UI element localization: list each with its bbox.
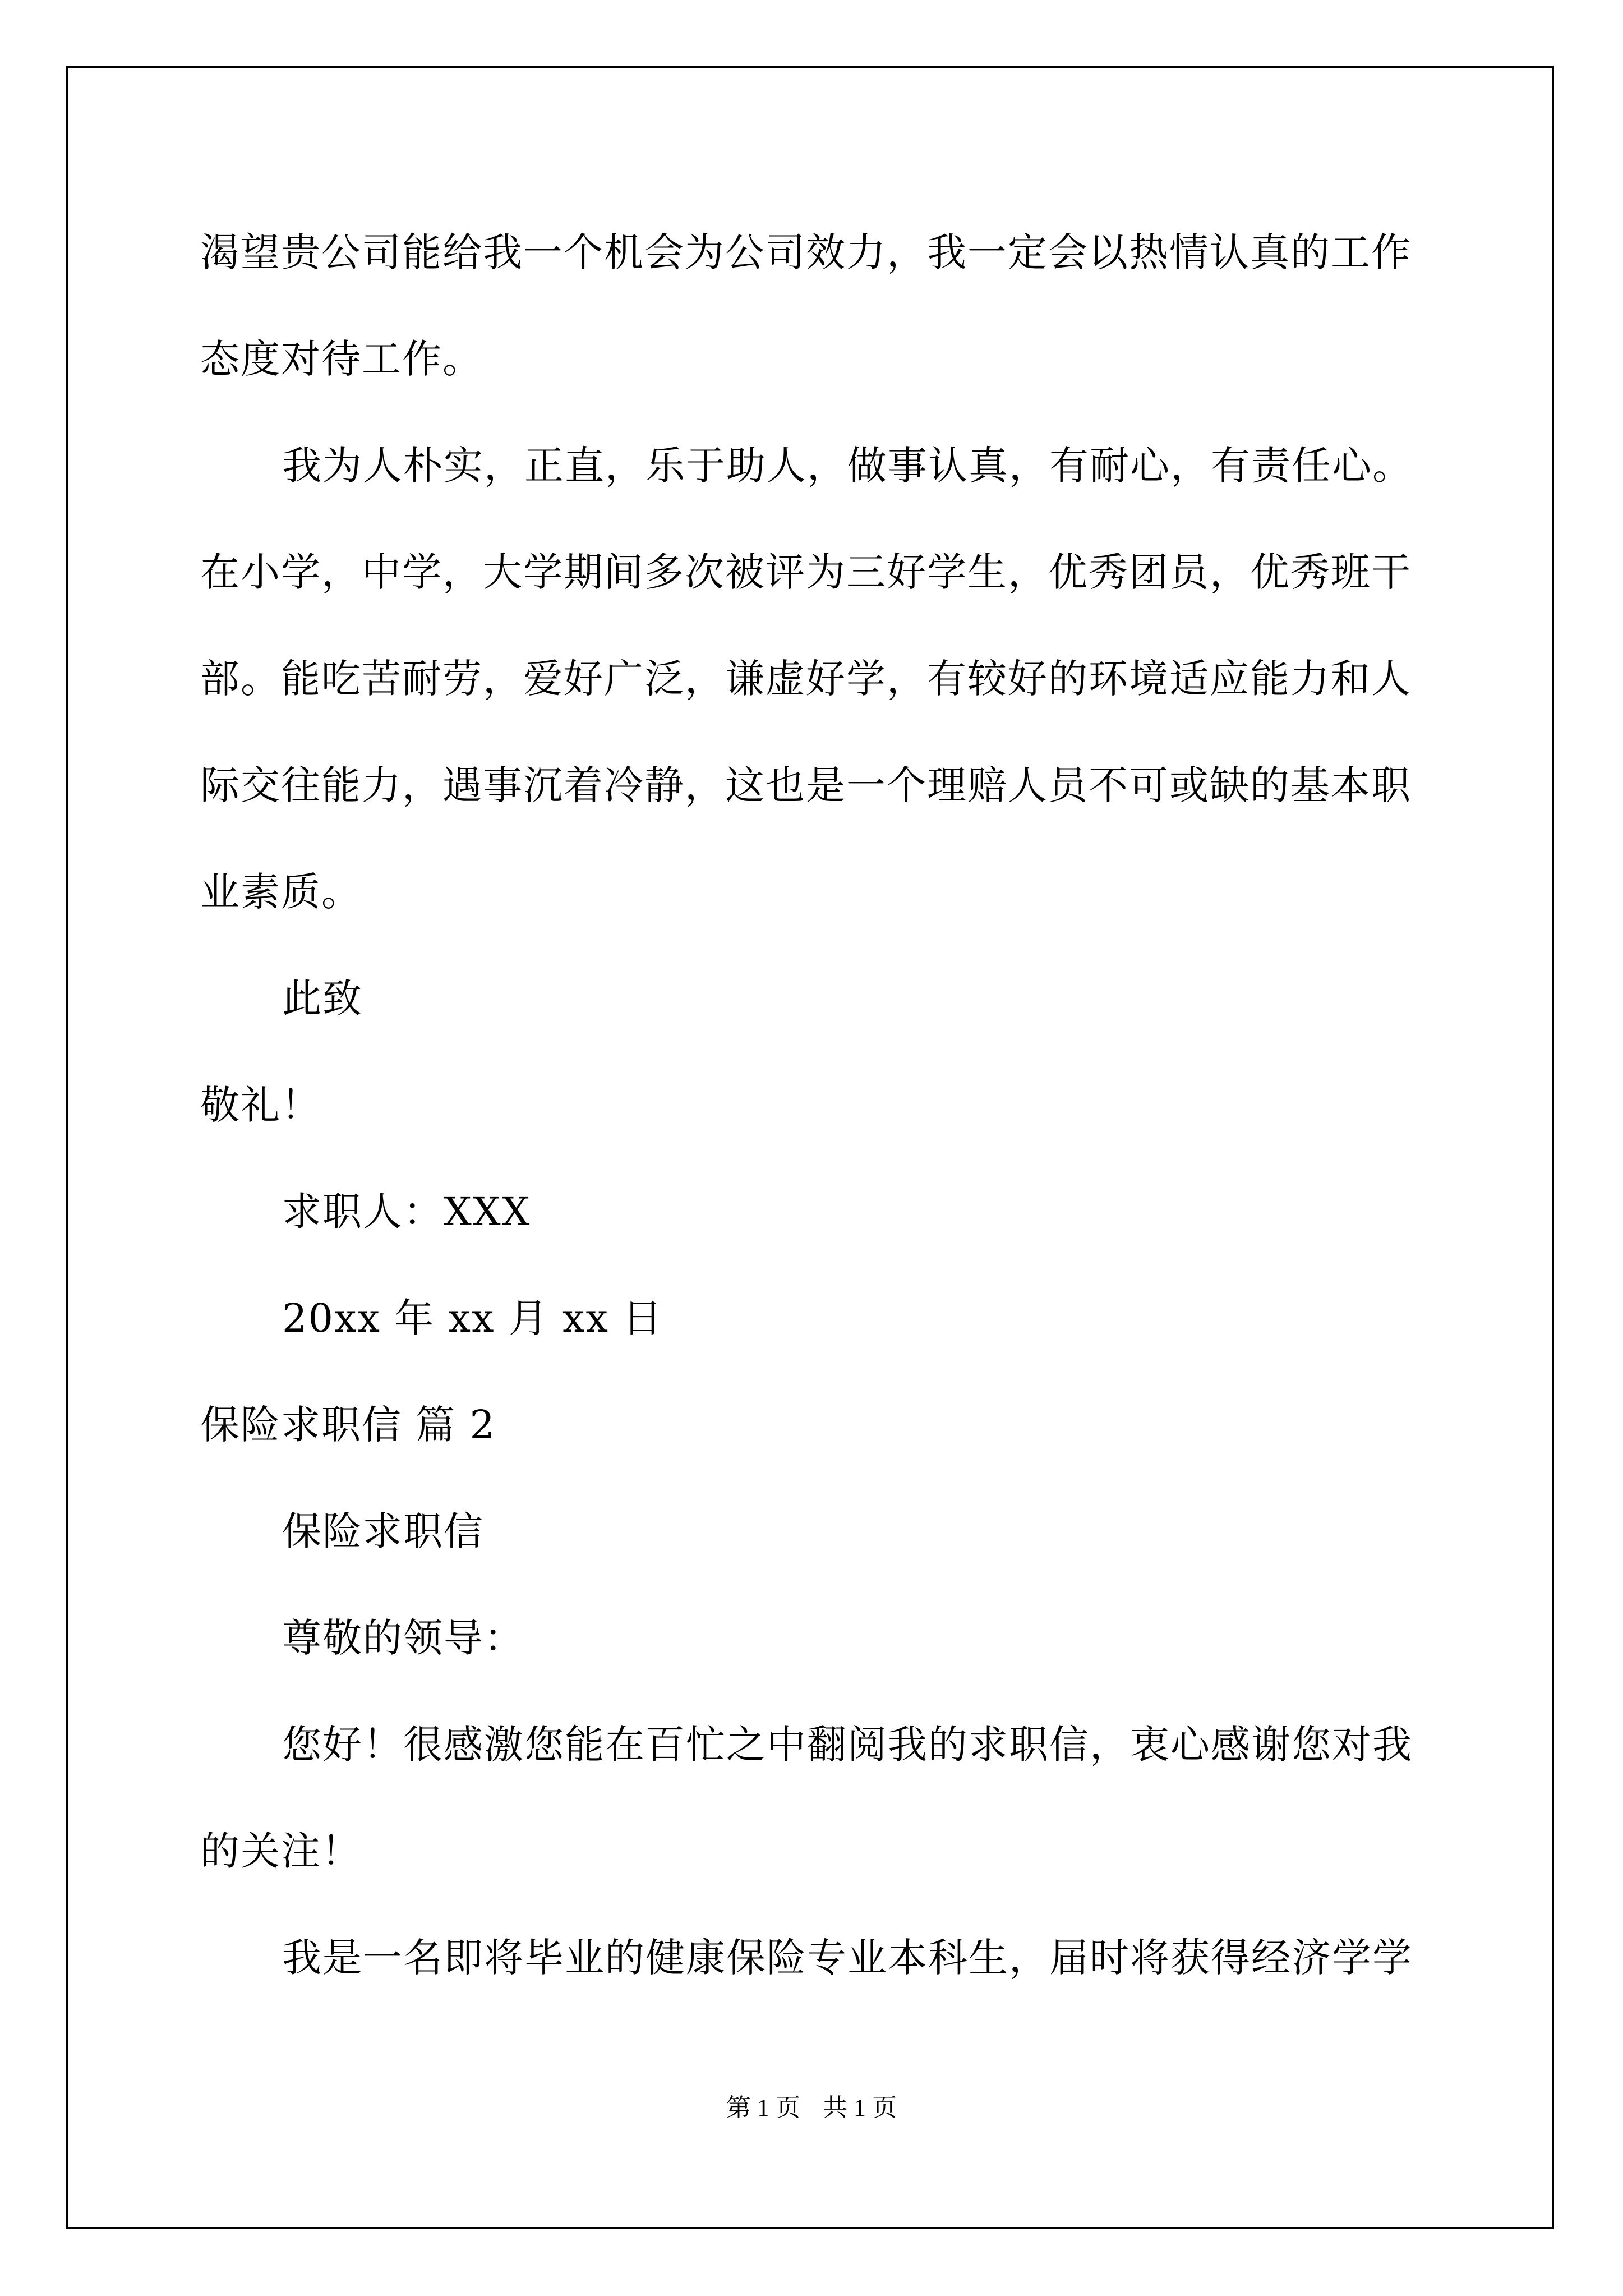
- letter-title: 保险求职信: [282, 1508, 484, 1554]
- page-border: [66, 66, 1554, 2229]
- letter-greeting: 尊敬的领导：: [282, 1615, 524, 1661]
- body-text-line: 际交往能力，遇事沉着冷静，这也是一个理赔人员不可或缺的基本职: [200, 762, 1412, 808]
- paragraph-start-line: 您好！很感激您能在百忙之中翻阅我的求职信，衷心感谢您对我: [282, 1722, 1413, 1768]
- page-footer: [0, 2091, 1623, 2125]
- closing-salutation: 此致: [282, 976, 363, 1022]
- body-text-line: 态度对待工作。: [200, 336, 483, 382]
- page-number-current: 第 1 页: [726, 2094, 800, 2122]
- body-text-line: 的关注！: [200, 1828, 362, 1874]
- section-heading: 保险求职信 篇 2: [200, 1402, 496, 1448]
- paragraph-start-line: 我为人朴实，正直，乐于助人，做事认真，有耐心，有责任心。: [282, 443, 1413, 489]
- body-text-line: 业素质。: [200, 869, 362, 915]
- body-text-line: 渴望贵公司能给我一个机会为公司效力，我一定会以热情认真的工作: [200, 229, 1412, 275]
- body-text-line: 在小学，中学，大学期间多次被评为三好学生，优秀团员，优秀班干: [200, 549, 1412, 595]
- applicant-signature: 求职人：XXX: [282, 1189, 531, 1235]
- paragraph-start-line: 我是一名即将毕业的健康保险专业本科生，届时将获得经济学学: [282, 1935, 1413, 1981]
- page-number-total: 共 1 页: [823, 2094, 897, 2122]
- body-text-line: 部。能吃苦耐劳，爱好广泛，谦虚好学，有较好的环境适应能力和人: [200, 656, 1412, 702]
- closing-regards: 敬礼！: [200, 1082, 321, 1128]
- letter-date: 20xx 年 xx 月 xx 日: [282, 1295, 663, 1341]
